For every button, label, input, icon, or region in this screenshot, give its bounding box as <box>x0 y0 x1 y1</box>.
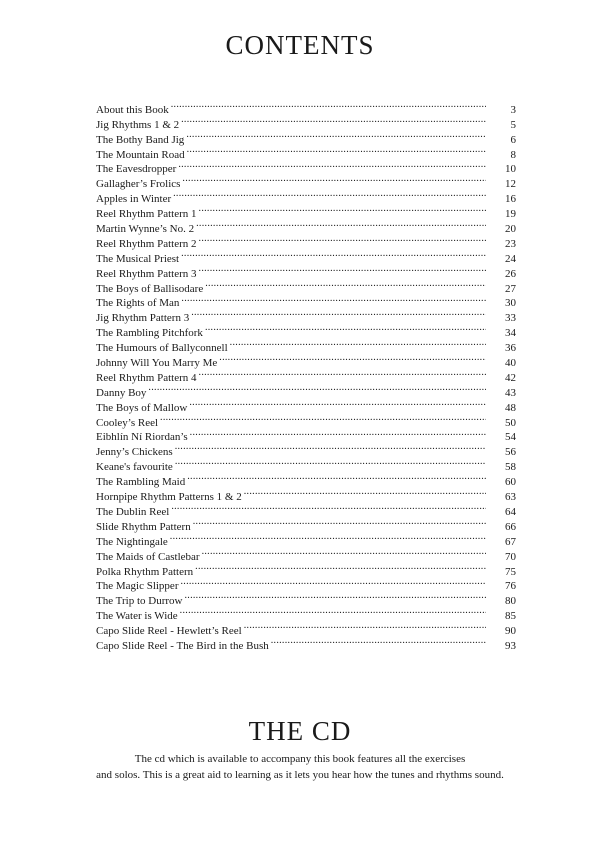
toc-entry-title: Hornpipe Rhythm Patterns 1 & 2 <box>96 491 242 504</box>
toc-entry-page-number: 23 <box>505 237 516 250</box>
toc-entry-title: Polka Rhythm Pattern <box>96 565 194 578</box>
toc-entry-page-number: 60 <box>505 476 516 489</box>
toc-entry-title: Reel Rhythm Pattern 3 <box>96 267 197 280</box>
toc-dot-leader <box>175 455 486 470</box>
toc-entry-title: The Musical Priest <box>96 252 180 265</box>
toc-dot-leader <box>219 351 486 366</box>
toc-entry-title: The Boys of Ballisodare <box>96 282 204 295</box>
toc-entry-title: The Rambling Pitchfork <box>96 327 203 340</box>
toc-entry-page-number: 20 <box>505 223 516 236</box>
toc-entry-title: The Trip to Durrow <box>96 595 183 608</box>
toc-dot-leader <box>181 113 486 128</box>
toc-entry-title: The Dublin Reel <box>96 505 170 518</box>
toc-entry-title: The Humours of Ballyconnell <box>96 342 228 355</box>
toc-entry-title: Capo Slide Reel - Hewlett’s Reel <box>96 625 242 638</box>
toc-dot-leader <box>184 589 486 604</box>
toc-entry-title: Jig Rhythm Pattern 3 <box>96 312 190 325</box>
toc-entry <box>96 98 516 116</box>
toc-entry-title: The Rights of Man <box>96 297 180 310</box>
toc-entry <box>96 396 516 414</box>
toc-dot-leader <box>187 470 486 485</box>
toc-entry-page-number: 85 <box>505 610 516 623</box>
toc-entry <box>96 426 516 444</box>
toc-entry-title: Capo Slide Reel - The Bird in the Bush <box>96 639 269 652</box>
toc-entry-page-number: 70 <box>505 550 516 563</box>
toc-entry-page-number: 40 <box>505 357 516 370</box>
cd-heading: THE CD <box>248 716 352 746</box>
toc-entry-title: Slide Rhythm Pattern <box>96 520 191 533</box>
toc-entry-title: About this Book <box>96 103 169 116</box>
toc-dot-leader <box>193 515 486 530</box>
toc-dot-leader <box>175 440 486 455</box>
toc-dot-leader <box>186 128 486 143</box>
toc-dot-leader <box>170 530 486 545</box>
toc-dot-leader <box>195 560 486 575</box>
toc-entry <box>96 381 516 399</box>
toc-entry-page-number: 63 <box>505 491 516 504</box>
toc-entry-page-number: 50 <box>505 416 516 429</box>
toc-entry-page-number: 48 <box>505 401 516 414</box>
toc-dot-leader <box>199 366 486 381</box>
toc-entry-page-number: 12 <box>505 178 516 191</box>
toc-entry-title: The Boys of Mallow <box>96 401 188 414</box>
toc-entry-page-number: 26 <box>505 267 516 280</box>
toc-dot-leader <box>173 187 486 202</box>
toc-entry-title: Martin Wynne’s No. 2 <box>96 223 195 236</box>
toc-dot-leader <box>171 500 486 515</box>
toc-entry-page-number: 30 <box>505 297 516 310</box>
toc-dot-leader <box>181 247 486 262</box>
toc-dot-leader <box>180 604 486 619</box>
toc-dot-leader <box>171 98 486 113</box>
toc-entry-page-number: 64 <box>505 505 516 518</box>
toc-entry-page-number: 19 <box>505 208 516 221</box>
toc-entry-title: Apples in Winter <box>96 193 172 206</box>
toc-entry-title: Gallagher’s Frolics <box>96 178 181 191</box>
toc-dot-leader <box>182 172 486 187</box>
toc-entry-title: The Mountain Road <box>96 148 185 161</box>
toc-entry-page-number: 75 <box>505 565 516 578</box>
toc-entry-title: Keane's favourite <box>96 461 173 474</box>
toc-entry-title: Reel Rhythm Pattern 4 <box>96 371 197 384</box>
toc-dot-leader <box>196 217 486 232</box>
toc-entry-title: The Magic Slipper <box>96 580 179 593</box>
toc-entry-page-number: 5 <box>510 118 516 131</box>
toc-entry-page-number: 24 <box>505 252 516 265</box>
toc-entry-title: The Maids of Castlebar <box>96 550 200 563</box>
toc-dot-leader <box>230 336 486 351</box>
toc-entry-page-number: 16 <box>505 193 516 206</box>
toc-entry-title: The Bothy Band Jig <box>96 133 185 146</box>
toc-dot-leader <box>148 381 486 396</box>
cd-description-line-2: and solos. This is a great aid to learning as it lets you hear how the tunes and rhythms sound. <box>96 769 504 781</box>
toc-dot-leader <box>190 426 486 441</box>
toc-dot-leader <box>271 634 486 649</box>
toc-entry-title: Reel Rhythm Pattern 1 <box>96 208 197 221</box>
toc-entry-page-number: 34 <box>505 327 516 340</box>
toc-entry-title: The Eavesdropper <box>96 163 177 176</box>
toc-dot-leader <box>191 306 486 321</box>
toc-entry-page-number: 43 <box>505 386 516 399</box>
toc-entry-page-number: 3 <box>510 103 516 116</box>
toc-entry-page-number: 36 <box>505 342 516 355</box>
toc-entry-title: Johnny Will You Marry Me <box>96 357 218 370</box>
toc-dot-leader <box>189 396 486 411</box>
toc-dot-leader <box>205 321 486 336</box>
toc-dot-leader <box>187 143 486 158</box>
contents-heading: CONTENTS <box>225 30 375 60</box>
toc-entry-title: Danny Boy <box>96 386 147 399</box>
toc-dot-leader <box>199 262 486 277</box>
toc-entry-title: The Rambling Maid <box>96 476 186 489</box>
toc-dot-leader <box>181 292 486 307</box>
toc-entry-page-number: 27 <box>505 282 516 295</box>
toc-entry-page-number: 8 <box>510 148 516 161</box>
toc-entry-title: Jenny’s Chickens <box>96 446 173 459</box>
toc-entry-title: Cooley’s Reel <box>96 416 159 429</box>
table-of-contents <box>96 98 516 652</box>
toc-entry-page-number: 66 <box>505 520 516 533</box>
toc-dot-leader <box>199 232 486 247</box>
toc-dot-leader <box>199 202 486 217</box>
toc-entry-page-number: 67 <box>505 535 516 548</box>
toc-dot-leader <box>202 545 486 560</box>
toc-entry-page-number: 10 <box>505 163 516 176</box>
toc-entry-page-number: 6 <box>510 133 516 146</box>
toc-dot-leader <box>244 619 486 634</box>
toc-dot-leader <box>244 485 486 500</box>
toc-entry-page-number: 76 <box>505 580 516 593</box>
cd-description-line-1: The cd which is available to accompany this book features all the exercises <box>134 753 466 765</box>
toc-entry-page-number: 90 <box>505 625 516 638</box>
toc-entry-title: The Water is Wide <box>96 610 178 623</box>
toc-entry-page-number: 33 <box>505 312 516 325</box>
toc-entry-title: Reel Rhythm Pattern 2 <box>96 237 197 250</box>
toc-dot-leader <box>180 575 486 590</box>
toc-entry-page-number: 58 <box>505 461 516 474</box>
toc-dot-leader <box>160 411 486 426</box>
toc-entry-title: Eibhlín Ní Riordan’s <box>96 431 188 444</box>
toc-entry-page-number: 93 <box>505 639 516 652</box>
toc-entry-page-number: 42 <box>505 371 516 384</box>
toc-entry-page-number: 80 <box>505 595 516 608</box>
toc-entry-title: Jig Rhythms 1 & 2 <box>96 118 180 131</box>
toc-entry-page-number: 54 <box>505 431 516 444</box>
toc-dot-leader <box>178 158 486 173</box>
toc-entry-page-number: 56 <box>505 446 516 459</box>
toc-dot-leader <box>205 277 486 292</box>
toc-entry-title: The Nightingale <box>96 535 168 548</box>
